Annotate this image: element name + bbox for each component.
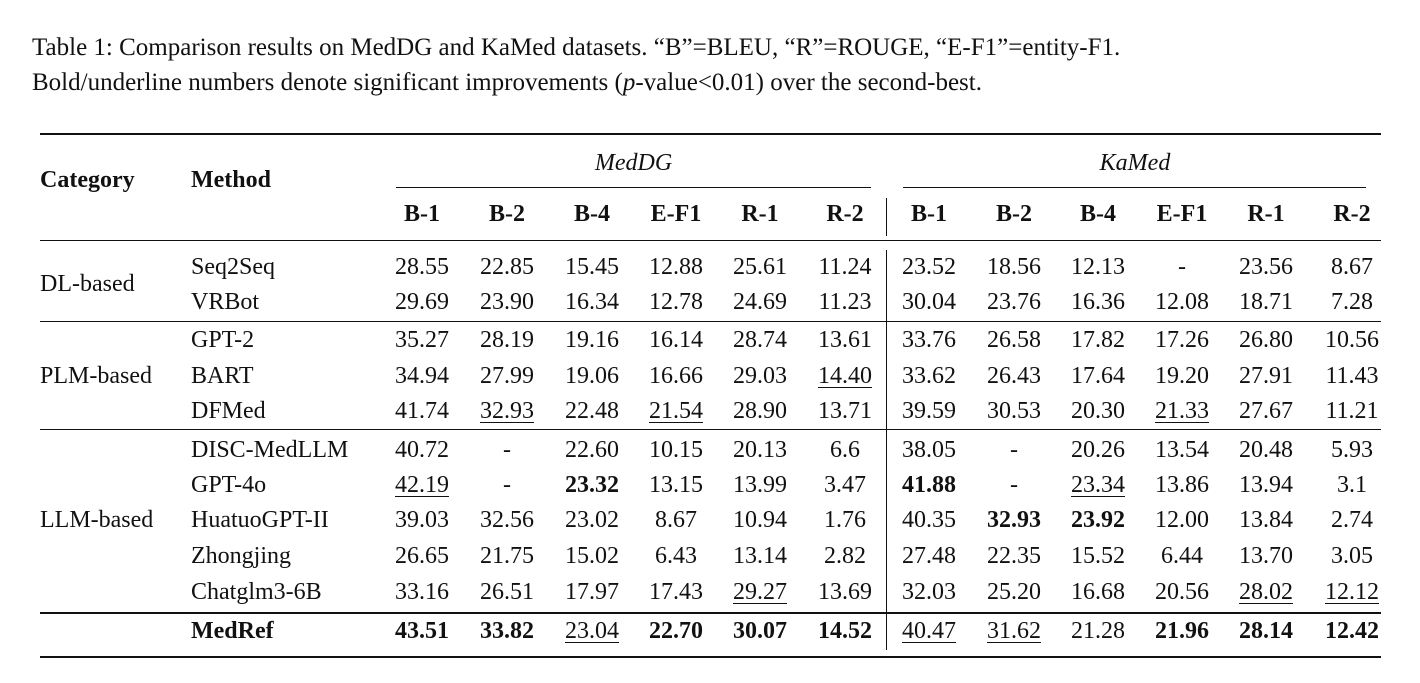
table-cell: 23.02 — [565, 507, 619, 533]
table-cell: 18.56 — [987, 254, 1041, 280]
header-metric-b-1: B-1 — [404, 201, 440, 227]
table-cell: 23.76 — [987, 289, 1041, 315]
table-cell: 21.28 — [1071, 618, 1125, 644]
table-cell: - — [503, 472, 511, 498]
table-cell: 40.47 — [902, 618, 956, 644]
header-metric-b-4: B-4 — [1080, 201, 1116, 227]
table-cell: 17.43 — [649, 579, 703, 605]
header-rule — [40, 240, 1381, 241]
table-cell: 12.42 — [1325, 618, 1379, 644]
table-cell: 26.65 — [395, 543, 449, 569]
table-cell: 24.69 — [733, 289, 787, 315]
table-cell: 11.21 — [1325, 398, 1379, 424]
table-cell: 13.15 — [649, 472, 703, 498]
table-cell: 16.66 — [649, 363, 703, 389]
table-cell: 27.99 — [480, 363, 534, 389]
category-label: PLM-based — [40, 363, 152, 389]
header-method: Method — [191, 167, 271, 193]
table-cell: 26.51 — [480, 579, 534, 605]
table-cell: 23.32 — [565, 472, 619, 498]
table-cell: 32.93 — [987, 507, 1041, 533]
table-cell: 22.35 — [987, 543, 1041, 569]
table-cell: 27.91 — [1239, 363, 1293, 389]
table-cell: 26.58 — [987, 327, 1041, 353]
caption-line-2 — [32, 65, 1402, 100]
table-cell: 23.90 — [480, 289, 534, 315]
plm-llm-rule — [40, 429, 1381, 430]
table-cell: 7.28 — [1331, 289, 1373, 315]
table-cell: 41.88 — [902, 472, 956, 498]
table-cell: 29.69 — [395, 289, 449, 315]
table-cell: 10.15 — [649, 437, 703, 463]
table-cell: 16.14 — [649, 327, 703, 353]
table-cell: 27.67 — [1239, 398, 1293, 424]
header-metric-r-2: R-2 — [1333, 201, 1371, 227]
table-cell: 30.53 — [987, 398, 1041, 424]
table-cell: 11.23 — [818, 289, 872, 315]
header-metric-b-2: B-2 — [996, 201, 1032, 227]
table-cell: 33.82 — [480, 618, 534, 644]
table-cell: 23.34 — [1071, 472, 1125, 498]
row-method-name: MedRef — [191, 618, 274, 644]
header-metric-e-f1: E-F1 — [1156, 201, 1208, 227]
table-cell: 34.94 — [395, 363, 449, 389]
header-metric-r-1: R-1 — [1247, 201, 1285, 227]
table-cell: 33.76 — [902, 327, 956, 353]
table-cell: 16.36 — [1071, 289, 1125, 315]
table-cell: 30.04 — [902, 289, 956, 315]
table-cell: 13.84 — [1239, 507, 1293, 533]
table-cell: 2.82 — [824, 543, 866, 569]
top-rule — [40, 133, 1381, 135]
table-cell: 25.61 — [733, 254, 787, 280]
table-cell: 8.67 — [655, 507, 697, 533]
header-category: Category — [40, 167, 135, 193]
table-cell: 13.61 — [818, 327, 872, 353]
table-cell: 28.19 — [480, 327, 534, 353]
table-caption — [32, 30, 1402, 100]
table-cell: 28.74 — [733, 327, 787, 353]
caption-line-1 — [32, 30, 1402, 65]
table-cell: 12.00 — [1155, 507, 1209, 533]
table-cell: 12.88 — [649, 254, 703, 280]
table-cell: - — [1010, 437, 1018, 463]
row-method-name: DFMed — [191, 398, 266, 424]
table-cell: 22.70 — [649, 618, 703, 644]
table-cell: 12.13 — [1071, 254, 1125, 280]
row-method-name: BART — [191, 363, 254, 389]
table-cell: 41.74 — [395, 398, 449, 424]
table-cell: 35.27 — [395, 327, 449, 353]
table-cell: 28.90 — [733, 398, 787, 424]
table-cell: 13.14 — [733, 543, 787, 569]
table-cell: 25.20 — [987, 579, 1041, 605]
table-cell: 39.59 — [902, 398, 956, 424]
table-cell: 16.34 — [565, 289, 619, 315]
table-cell: 13.86 — [1155, 472, 1209, 498]
table-cell: 11.43 — [1325, 363, 1379, 389]
table-cell: 8.67 — [1331, 254, 1373, 280]
table-cell: 22.48 — [565, 398, 619, 424]
table-cell: 20.13 — [733, 437, 787, 463]
kamed-cmidrule — [903, 187, 1366, 188]
caption-text-b: Bold/underline numbers denote significant improvements ( — [32, 69, 623, 96]
header-metric-b-4: B-4 — [574, 201, 610, 227]
row-method-name: Seq2Seq — [191, 254, 275, 280]
table-cell: 23.52 — [902, 254, 956, 280]
table-cell: 23.92 — [1071, 507, 1125, 533]
table-cell: 3.1 — [1337, 472, 1367, 498]
table-cell: 21.75 — [480, 543, 534, 569]
table-cell: 6.6 — [830, 437, 860, 463]
table-cell: 21.54 — [649, 398, 703, 424]
table-cell: 10.56 — [1325, 327, 1379, 353]
row-method-name: GPT-4o — [191, 472, 267, 498]
table-cell: 33.62 — [902, 363, 956, 389]
table-cell: 17.64 — [1071, 363, 1125, 389]
table-cell: 43.51 — [395, 618, 449, 644]
table-cell: 22.85 — [480, 254, 534, 280]
row-method-name: Chatglm3-6B — [191, 579, 322, 605]
table-cell: 40.72 — [395, 437, 449, 463]
table-cell: 13.69 — [818, 579, 872, 605]
table-cell: 22.60 — [565, 437, 619, 463]
table-cell: 13.54 — [1155, 437, 1209, 463]
caption-text-c: -value<0.01) over the second-best. — [635, 69, 982, 96]
table-cell: 20.48 — [1239, 437, 1293, 463]
table-cell: 20.30 — [1071, 398, 1125, 424]
bottom-rule — [40, 656, 1381, 658]
table-cell: 29.03 — [733, 363, 787, 389]
table-cell: 2.74 — [1331, 507, 1373, 533]
table-cell: 28.14 — [1239, 618, 1293, 644]
table-cell: 33.16 — [395, 579, 449, 605]
category-label: LLM-based — [40, 507, 154, 533]
table-cell: 21.33 — [1155, 398, 1209, 424]
table-cell: 19.20 — [1155, 363, 1209, 389]
table-cell: 6.44 — [1161, 543, 1203, 569]
category-label: DL-based — [40, 271, 135, 297]
table-cell: 30.07 — [733, 618, 787, 644]
table-cell: 32.56 — [480, 507, 534, 533]
table-cell: 39.03 — [395, 507, 449, 533]
table-cell: 3.47 — [824, 472, 866, 498]
table-cell: 28.02 — [1239, 579, 1293, 605]
header-metric-r-2: R-2 — [826, 201, 864, 227]
row-method-name: HuatuoGPT-II — [191, 507, 329, 533]
header-metric-b-1: B-1 — [911, 201, 947, 227]
table-cell: 16.68 — [1071, 579, 1125, 605]
table-cell: 15.02 — [565, 543, 619, 569]
table-cell: 13.70 — [1239, 543, 1293, 569]
header-group-meddg: MedDG — [594, 150, 673, 176]
caption-label: Table 1: — [32, 34, 113, 61]
table-cell: 20.26 — [1071, 437, 1125, 463]
table-cell: - — [1010, 472, 1018, 498]
table-cell: 3.05 — [1331, 543, 1373, 569]
caption-text-a: Comparison results on MedDG and KaMed datasets. “B”=BLEU, “R”=ROUGE, “E-F1”=entity-F1. — [119, 34, 1121, 61]
table-cell: - — [1178, 254, 1186, 280]
table-cell: 6.43 — [655, 543, 697, 569]
table-cell: 23.04 — [565, 618, 619, 644]
table-cell: 5.93 — [1331, 437, 1373, 463]
table-cell: 29.27 — [733, 579, 787, 605]
meddg-cmidrule — [396, 187, 871, 188]
table-cell: 15.52 — [1071, 543, 1125, 569]
table-cell: 17.82 — [1071, 327, 1125, 353]
table-cell: 19.06 — [565, 363, 619, 389]
table-cell: 27.48 — [902, 543, 956, 569]
table-cell: - — [503, 437, 511, 463]
table-cell: 13.94 — [1239, 472, 1293, 498]
table-cell: 18.71 — [1239, 289, 1293, 315]
table-cell: 38.05 — [902, 437, 956, 463]
table-cell: 42.19 — [395, 472, 449, 498]
caption-p-symbol: p — [622, 69, 636, 96]
row-method-name: DISC-MedLLM — [191, 437, 349, 463]
table-cell: 17.97 — [565, 579, 619, 605]
table-cell: 31.62 — [987, 618, 1041, 644]
table-cell: 12.78 — [649, 289, 703, 315]
table-cell: 14.40 — [818, 363, 872, 389]
table-cell: 19.16 — [565, 327, 619, 353]
table-cell: 26.80 — [1239, 327, 1293, 353]
table-cell: 26.43 — [987, 363, 1041, 389]
header-group-kamed: KaMed — [1099, 150, 1171, 176]
table-cell: 13.99 — [733, 472, 787, 498]
table-cell: 13.71 — [818, 398, 872, 424]
row-method-name: VRBot — [191, 289, 260, 315]
row-method-name: Zhongjing — [191, 543, 291, 569]
table-cell: 14.52 — [818, 618, 872, 644]
table-cell: 21.96 — [1155, 618, 1209, 644]
table-cell: 11.24 — [818, 254, 872, 280]
header-metric-e-f1: E-F1 — [650, 201, 702, 227]
row-method-name: GPT-2 — [191, 327, 255, 353]
header-metric-b-2: B-2 — [489, 201, 525, 227]
table-cell: 15.45 — [565, 254, 619, 280]
table-cell: 40.35 — [902, 507, 956, 533]
table-cell: 23.56 — [1239, 254, 1293, 280]
header-metric-r-1: R-1 — [741, 201, 779, 227]
table-cell: 32.03 — [902, 579, 956, 605]
table-cell: 28.55 — [395, 254, 449, 280]
table-cell: 1.76 — [824, 507, 866, 533]
table-cell: 32.93 — [480, 398, 534, 424]
table-cell: 12.08 — [1155, 289, 1209, 315]
table-cell: 10.94 — [733, 507, 787, 533]
table-cell: 12.12 — [1325, 579, 1379, 605]
table-cell: 20.56 — [1155, 579, 1209, 605]
dl-plm-rule — [40, 321, 1381, 322]
table-cell: 17.26 — [1155, 327, 1209, 353]
